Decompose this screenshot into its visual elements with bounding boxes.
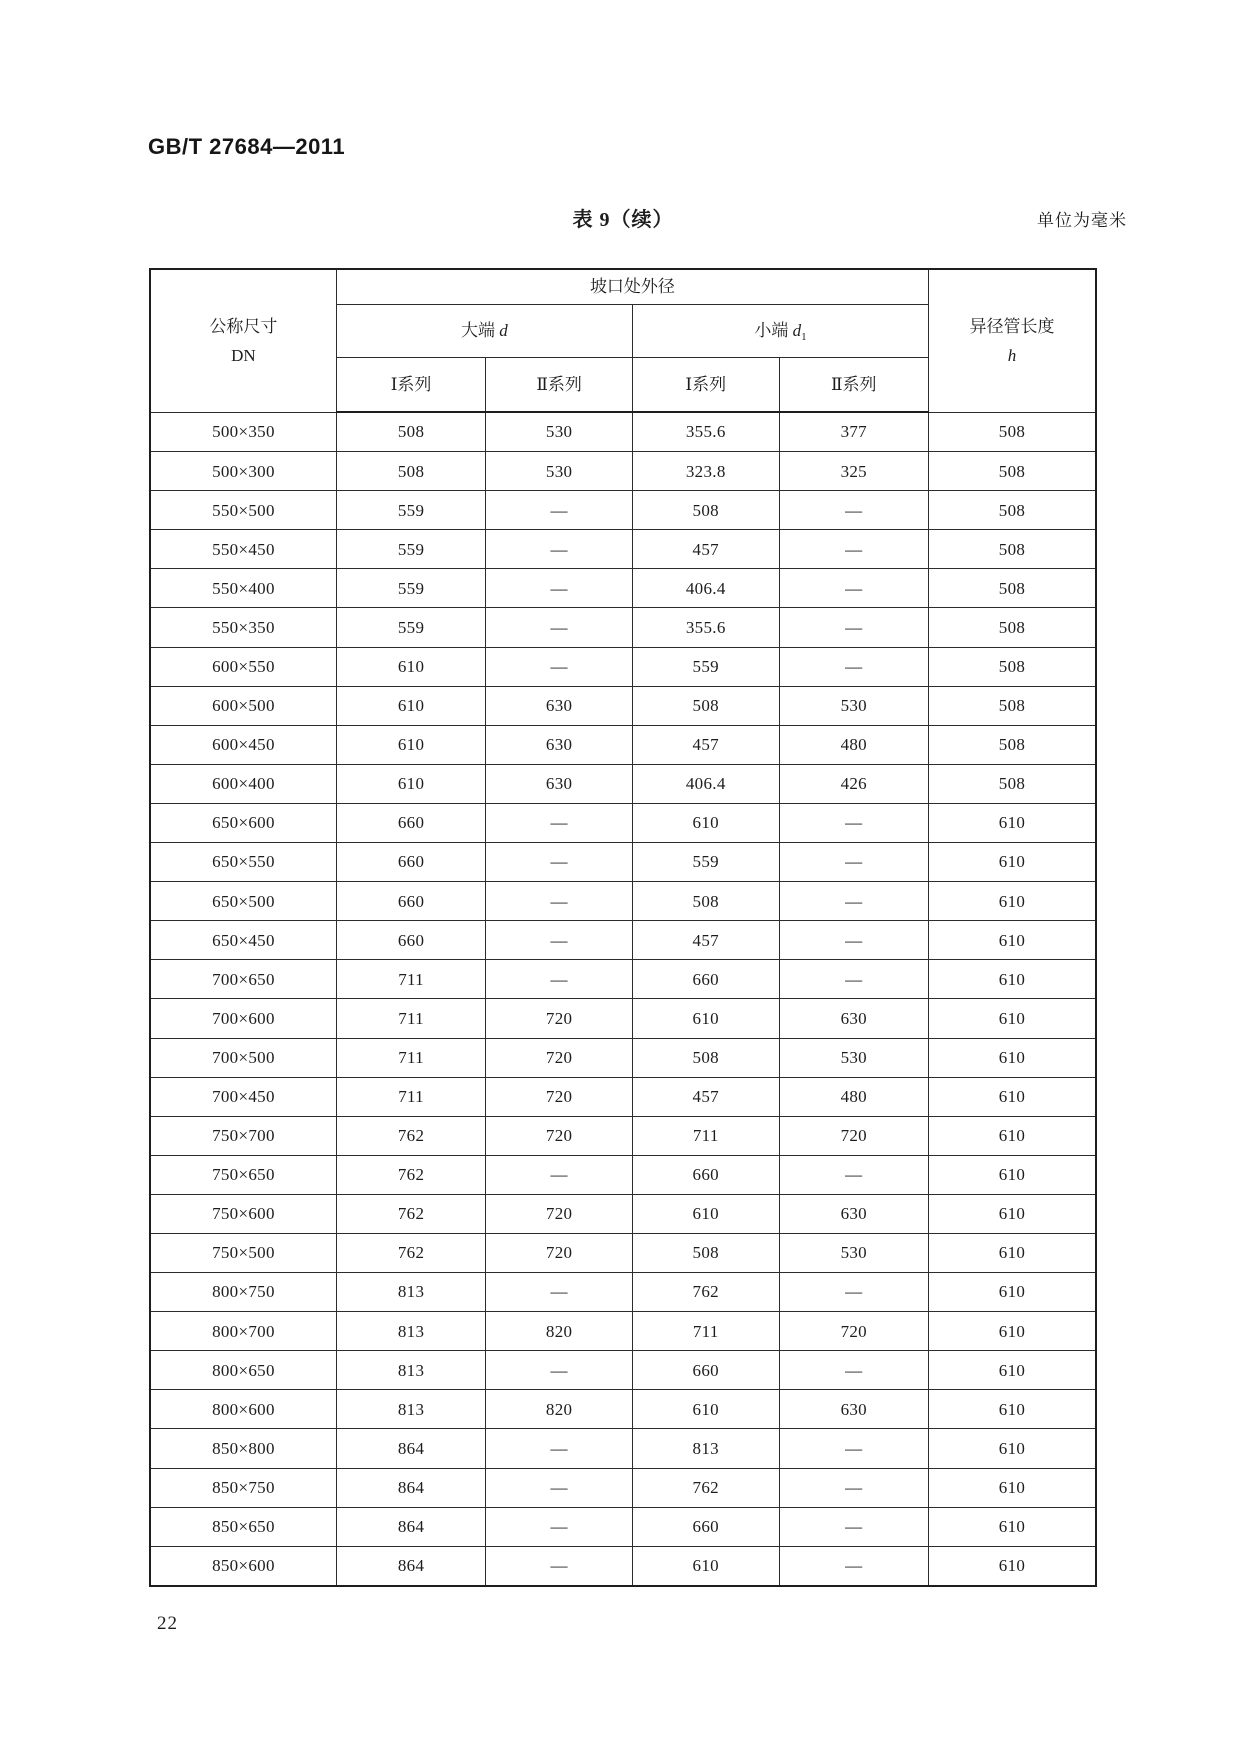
value-cell: 711 <box>336 999 485 1038</box>
value-cell: 720 <box>486 999 633 1038</box>
value-cell: 508 <box>632 491 779 530</box>
value-cell: — <box>779 1429 928 1468</box>
big-end-symbol: d <box>499 321 508 341</box>
header-small-end-series-1: Ⅰ系列 <box>632 358 779 413</box>
header-nominal-size <box>150 269 336 412</box>
value-cell: 508 <box>632 1233 779 1272</box>
value-cell: 508 <box>929 647 1096 686</box>
nominal-size-cell: 750×600 <box>150 1194 336 1233</box>
value-cell: 660 <box>336 843 485 882</box>
small-end-symbol: d <box>792 321 802 341</box>
value-cell: 660 <box>632 960 779 999</box>
header-nominal-size-label: 公称尺寸 <box>209 316 278 336</box>
value-cell: — <box>779 882 928 921</box>
value-cell: 660 <box>336 882 485 921</box>
value-cell: — <box>486 1273 633 1312</box>
value-cell: 813 <box>632 1429 779 1468</box>
table-row <box>150 1312 1096 1351</box>
value-cell: 610 <box>929 921 1096 960</box>
value-cell: 508 <box>929 686 1096 725</box>
value-cell: 457 <box>632 921 779 960</box>
value-cell: — <box>486 1507 633 1546</box>
nominal-size-cell: 800×750 <box>150 1273 336 1312</box>
nominal-size-cell: 600×400 <box>150 764 336 803</box>
value-cell: — <box>779 1273 928 1312</box>
nominal-size-cell: 600×500 <box>150 686 336 725</box>
value-cell: 457 <box>632 1077 779 1116</box>
header-outer-diameter-group: 坡口处外径 <box>336 269 928 305</box>
value-cell: 610 <box>929 1233 1096 1272</box>
header-reducer-length <box>929 269 1096 412</box>
value-cell: — <box>779 803 928 842</box>
value-cell: — <box>486 803 633 842</box>
value-cell: — <box>486 843 633 882</box>
value-cell: 325 <box>779 452 928 491</box>
header-reducer-length-label: 异径管长度 <box>969 316 1055 336</box>
value-cell: 610 <box>929 1273 1096 1312</box>
value-cell: — <box>486 491 633 530</box>
value-cell: 508 <box>929 491 1096 530</box>
value-cell: — <box>779 1507 928 1546</box>
value-cell: 660 <box>632 1351 779 1390</box>
value-cell: — <box>486 1155 633 1194</box>
value-cell: 457 <box>632 725 779 764</box>
value-cell: 508 <box>632 882 779 921</box>
value-cell: 813 <box>336 1312 485 1351</box>
table-row <box>150 960 1096 999</box>
value-cell: 559 <box>632 843 779 882</box>
nominal-size-cell: 750×700 <box>150 1116 336 1155</box>
value-cell: 610 <box>632 1546 779 1586</box>
table-row <box>150 764 1096 803</box>
value-cell: 559 <box>336 530 485 569</box>
value-cell: 610 <box>929 1077 1096 1116</box>
value-cell: 630 <box>486 725 633 764</box>
value-cell: 660 <box>336 921 485 960</box>
value-cell: 508 <box>336 412 485 452</box>
table-row <box>150 686 1096 725</box>
nominal-size-cell: 750×650 <box>150 1155 336 1194</box>
nominal-size-cell: 800×650 <box>150 1351 336 1390</box>
nominal-size-cell: 750×500 <box>150 1233 336 1272</box>
value-cell: 864 <box>336 1468 485 1507</box>
table-row <box>150 1390 1096 1429</box>
table-row <box>150 1194 1096 1233</box>
value-cell: 630 <box>779 1390 928 1429</box>
value-cell: — <box>779 921 928 960</box>
value-cell: 711 <box>632 1116 779 1155</box>
value-cell: 610 <box>929 1468 1096 1507</box>
value-cell: 820 <box>486 1390 633 1429</box>
value-cell: — <box>779 1155 928 1194</box>
nominal-size-cell: 650×450 <box>150 921 336 960</box>
value-cell: 720 <box>486 1116 633 1155</box>
table-row <box>150 412 1096 452</box>
value-cell: — <box>486 1429 633 1468</box>
nominal-size-cell: 700×600 <box>150 999 336 1038</box>
value-cell: 508 <box>632 1038 779 1077</box>
value-cell: 610 <box>632 803 779 842</box>
value-cell: — <box>486 530 633 569</box>
value-cell: 508 <box>632 686 779 725</box>
value-cell: 762 <box>336 1194 485 1233</box>
value-cell: 610 <box>929 960 1096 999</box>
page-number: 22 <box>157 1613 178 1634</box>
value-cell: 508 <box>929 452 1096 491</box>
value-cell: — <box>486 960 633 999</box>
nominal-size-cell: 650×550 <box>150 843 336 882</box>
value-cell: — <box>486 1351 633 1390</box>
table-row <box>150 491 1096 530</box>
value-cell: 426 <box>779 764 928 803</box>
header-reducer-length-symbol: h <box>1007 345 1017 365</box>
value-cell: 610 <box>929 1194 1096 1233</box>
table-row <box>150 1468 1096 1507</box>
nominal-size-cell: 600×450 <box>150 725 336 764</box>
table-row <box>150 1507 1096 1546</box>
value-cell: 720 <box>779 1312 928 1351</box>
value-cell: — <box>486 882 633 921</box>
header-big-end-series-2: Ⅱ系列 <box>486 358 633 413</box>
table-row <box>150 843 1096 882</box>
table-row <box>150 1038 1096 1077</box>
header-big-end-series-1: Ⅰ系列 <box>336 358 485 413</box>
nominal-size-cell: 850×750 <box>150 1468 336 1507</box>
value-cell: 559 <box>336 608 485 647</box>
value-cell: 610 <box>929 999 1096 1038</box>
value-cell: 711 <box>336 960 485 999</box>
header-small-end: 小端 $d_1$ <box>632 305 928 358</box>
value-cell: 720 <box>486 1194 633 1233</box>
value-cell: 610 <box>632 1390 779 1429</box>
value-cell: 355.6 <box>632 608 779 647</box>
value-cell: 864 <box>336 1507 485 1546</box>
value-cell: 377 <box>779 412 928 452</box>
value-cell: 508 <box>929 764 1096 803</box>
value-cell: — <box>486 1546 633 1586</box>
value-cell: 630 <box>486 686 633 725</box>
table-row <box>150 1233 1096 1272</box>
value-cell: 480 <box>779 1077 928 1116</box>
table-row <box>150 530 1096 569</box>
value-cell: 480 <box>779 725 928 764</box>
value-cell: 610 <box>336 647 485 686</box>
value-cell: 610 <box>929 1155 1096 1194</box>
value-cell: 508 <box>336 452 485 491</box>
value-cell: 508 <box>929 569 1096 608</box>
value-cell: 530 <box>779 686 928 725</box>
nominal-size-cell: 800×600 <box>150 1390 336 1429</box>
value-cell: 720 <box>779 1116 928 1155</box>
value-cell: 711 <box>336 1038 485 1077</box>
value-cell: — <box>779 960 928 999</box>
value-cell: 610 <box>929 1116 1096 1155</box>
nominal-size-cell: 600×550 <box>150 647 336 686</box>
value-cell: 762 <box>632 1468 779 1507</box>
nominal-size-cell: 850×800 <box>150 1429 336 1468</box>
nominal-size-cell: 700×450 <box>150 1077 336 1116</box>
table-row <box>150 882 1096 921</box>
table-row <box>150 1155 1096 1194</box>
nominal-size-cell: 850×650 <box>150 1507 336 1546</box>
header-big-end: 大端 d <box>336 305 632 358</box>
value-cell: 508 <box>929 530 1096 569</box>
value-cell: 355.6 <box>632 412 779 452</box>
value-cell: 660 <box>632 1155 779 1194</box>
value-cell: 508 <box>929 412 1096 452</box>
reducer-dimensions-table <box>149 268 1097 1587</box>
value-cell: 762 <box>336 1155 485 1194</box>
value-cell: 610 <box>929 1390 1096 1429</box>
value-cell: — <box>779 491 928 530</box>
value-cell: — <box>486 1468 633 1507</box>
table-body <box>150 412 1096 1586</box>
value-cell: 530 <box>779 1038 928 1077</box>
table-title: 表 9（续） <box>572 209 674 231</box>
value-cell: 720 <box>486 1233 633 1272</box>
standard-code: GB/T 27684—2011 <box>148 134 346 159</box>
value-cell: 711 <box>336 1077 485 1116</box>
nominal-size-cell: 550×450 <box>150 530 336 569</box>
nominal-size-cell: 550×350 <box>150 608 336 647</box>
table-row <box>150 725 1096 764</box>
value-cell: 610 <box>929 1546 1096 1586</box>
table-row <box>150 1273 1096 1312</box>
value-cell: — <box>779 843 928 882</box>
value-cell: — <box>486 569 633 608</box>
nominal-size-cell: 850×600 <box>150 1546 336 1586</box>
value-cell: 813 <box>336 1351 485 1390</box>
nominal-size-cell: 500×300 <box>150 452 336 491</box>
value-cell: 864 <box>336 1546 485 1586</box>
value-cell: 530 <box>486 452 633 491</box>
table-row <box>150 1116 1096 1155</box>
value-cell: 610 <box>929 882 1096 921</box>
table-row <box>150 608 1096 647</box>
value-cell: 864 <box>336 1429 485 1468</box>
value-cell: 530 <box>486 412 633 452</box>
value-cell: 762 <box>336 1116 485 1155</box>
value-cell: — <box>779 608 928 647</box>
value-cell: 630 <box>779 999 928 1038</box>
value-cell: 406.4 <box>632 569 779 608</box>
table-row <box>150 452 1096 491</box>
table-row <box>150 1429 1096 1468</box>
value-cell: — <box>779 1351 928 1390</box>
value-cell: — <box>486 921 633 960</box>
value-cell: 630 <box>779 1194 928 1233</box>
value-cell: 813 <box>336 1390 485 1429</box>
value-cell: 630 <box>486 764 633 803</box>
table-row <box>150 569 1096 608</box>
nominal-size-cell: 650×600 <box>150 803 336 842</box>
value-cell: — <box>779 1546 928 1586</box>
table-row <box>150 999 1096 1038</box>
value-cell: 610 <box>632 999 779 1038</box>
value-cell: — <box>779 530 928 569</box>
value-cell: — <box>486 647 633 686</box>
table-row <box>150 921 1096 960</box>
table-row <box>150 1546 1096 1586</box>
value-cell: 762 <box>336 1233 485 1272</box>
small-end-subscript: 1 <box>801 331 807 344</box>
value-cell: 610 <box>929 1038 1096 1077</box>
table-row <box>150 803 1096 842</box>
value-cell: — <box>486 608 633 647</box>
nominal-size-cell: 700×500 <box>150 1038 336 1077</box>
header-nominal-size-dn: DN <box>231 345 256 365</box>
value-cell: 711 <box>632 1312 779 1351</box>
value-cell: 559 <box>336 491 485 530</box>
nominal-size-cell: 550×500 <box>150 491 336 530</box>
value-cell: 406.4 <box>632 764 779 803</box>
value-cell: 610 <box>336 725 485 764</box>
value-cell: 610 <box>336 686 485 725</box>
value-cell: 813 <box>336 1273 485 1312</box>
table-row <box>150 1077 1096 1116</box>
nominal-size-cell: 650×500 <box>150 882 336 921</box>
unit-note: 单位为毫米 <box>1037 211 1127 230</box>
value-cell: 323.8 <box>632 452 779 491</box>
value-cell: 530 <box>779 1233 928 1272</box>
nominal-size-cell: 700×650 <box>150 960 336 999</box>
value-cell: 508 <box>929 725 1096 764</box>
value-cell: 610 <box>632 1194 779 1233</box>
value-cell: 610 <box>929 1507 1096 1546</box>
table-row <box>150 1351 1096 1390</box>
value-cell: 508 <box>929 608 1096 647</box>
value-cell: — <box>779 569 928 608</box>
nominal-size-cell: 550×400 <box>150 569 336 608</box>
value-cell: 762 <box>632 1273 779 1312</box>
value-cell: — <box>779 647 928 686</box>
value-cell: 610 <box>929 803 1096 842</box>
header-small-end-series-2: Ⅱ系列 <box>779 358 928 413</box>
value-cell: 559 <box>632 647 779 686</box>
nominal-size-cell: 500×350 <box>150 412 336 452</box>
value-cell: 559 <box>336 569 485 608</box>
value-cell: 457 <box>632 530 779 569</box>
value-cell: — <box>779 1468 928 1507</box>
value-cell: 660 <box>336 803 485 842</box>
value-cell: 610 <box>336 764 485 803</box>
value-cell: 720 <box>486 1077 633 1116</box>
value-cell: 610 <box>929 843 1096 882</box>
value-cell: 610 <box>929 1312 1096 1351</box>
nominal-size-cell: 800×700 <box>150 1312 336 1351</box>
value-cell: 610 <box>929 1429 1096 1468</box>
value-cell: 820 <box>486 1312 633 1351</box>
value-cell: 610 <box>929 1351 1096 1390</box>
value-cell: 660 <box>632 1507 779 1546</box>
table-header <box>150 269 1096 412</box>
value-cell: 720 <box>486 1038 633 1077</box>
table-row <box>150 647 1096 686</box>
